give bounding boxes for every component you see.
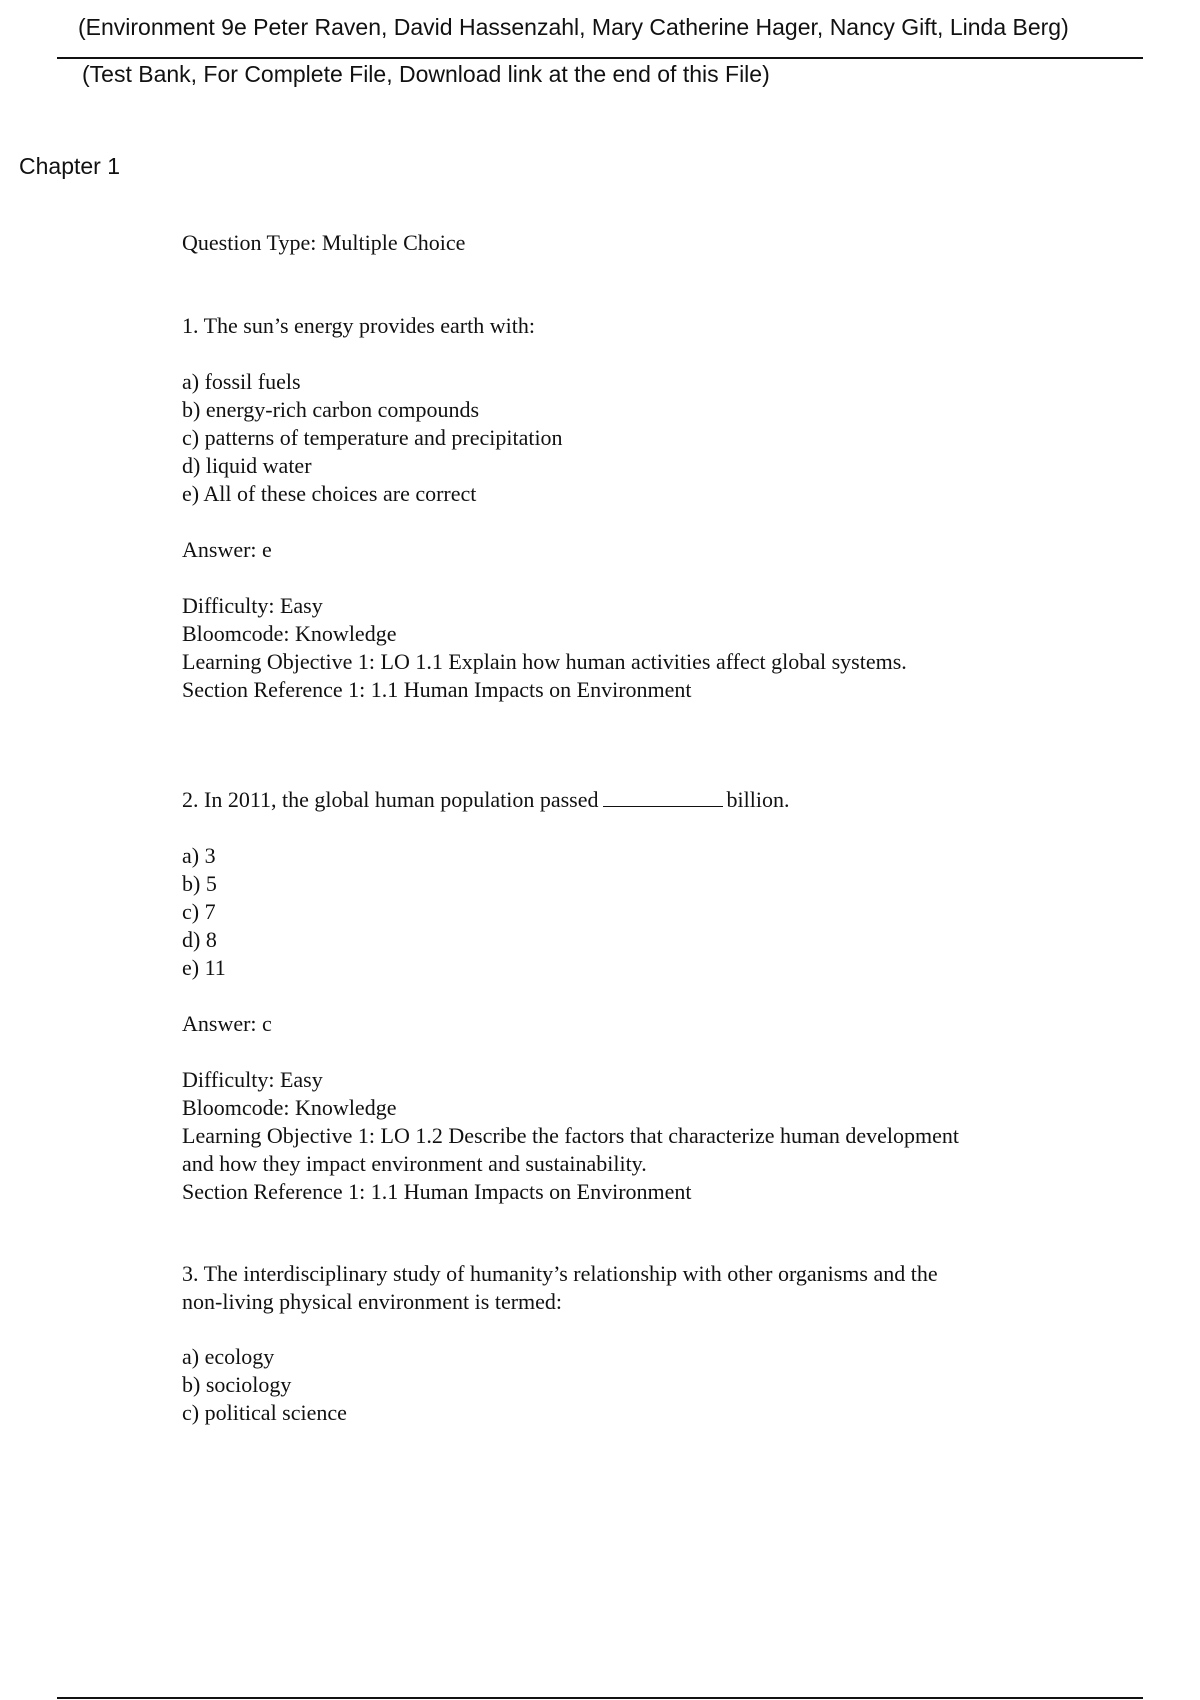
- question-stem: [182, 786, 1082, 814]
- option: c) political science: [182, 1400, 347, 1425]
- question-stem-start: 2. In 2011, the global human population passed: [182, 787, 599, 812]
- header-download-note: (Test Bank, For Complete File, Download link at the end of this File): [82, 61, 770, 87]
- option: b) energy-rich carbon compounds: [182, 397, 480, 422]
- option: a) ecology: [182, 1344, 275, 1369]
- question-stem: 1. The sun’s energy provides earth with:: [182, 313, 535, 338]
- difficulty: Difficulty: Easy: [182, 593, 323, 618]
- difficulty: Difficulty: Easy: [182, 1067, 323, 1092]
- question-3: [182, 1260, 1082, 1316]
- question-1-answer: Answer: e: [182, 537, 272, 562]
- learning-objective: Learning Objective 1: LO 1.1 Explain how human activities affect global systems.: [182, 649, 907, 674]
- option: d) 8: [182, 927, 217, 952]
- question-2-answer: Answer: c: [182, 1011, 272, 1036]
- option: e) All of these choices are correct: [182, 481, 477, 506]
- bloomcode: Bloomcode: Knowledge: [182, 621, 397, 646]
- question-2: [182, 786, 1082, 814]
- option: a) 3: [182, 843, 216, 868]
- question-stem-end: billion.: [726, 787, 790, 812]
- option: e) 11: [182, 955, 226, 980]
- question-type: Question Type: Multiple Choice: [182, 230, 466, 255]
- learning-objective-continued: and how they impact environment and sustainability.: [182, 1151, 647, 1176]
- fill-in-blank: [603, 786, 723, 807]
- question-1: [182, 312, 1082, 340]
- option: b) 5: [182, 871, 217, 896]
- question-1-options: [182, 368, 1082, 508]
- bloomcode: Bloomcode: Knowledge: [182, 1095, 397, 1120]
- question-stem-continued: non-living physical environment is termed:: [182, 1289, 563, 1314]
- question-1-metadata: [182, 592, 1082, 704]
- learning-objective: Learning Objective 1: LO 1.2 Describe the factors that characterize human development: [182, 1123, 960, 1148]
- chapter-heading: Chapter 1: [19, 153, 121, 179]
- question-2-options: [182, 842, 1082, 982]
- option: d) liquid water: [182, 453, 312, 478]
- option: a) fossil fuels: [182, 369, 301, 394]
- question-3-options: [182, 1343, 1082, 1427]
- footer-divider: [57, 1697, 1143, 1699]
- header-authors: (Environment 9e Peter Raven, David Hassenzahl, Mary Catherine Hager, Nancy Gift, Linda Berg): [78, 14, 1069, 40]
- option: c) 7: [182, 899, 216, 924]
- option: b) sociology: [182, 1372, 292, 1397]
- question-2-metadata: [182, 1066, 1082, 1206]
- section-reference: Section Reference 1: 1.1 Human Impacts on Environment: [182, 677, 692, 702]
- option: c) patterns of temperature and precipitation: [182, 425, 563, 450]
- question-stem: 3. The interdisciplinary study of humanity’s relationship with other organisms and the: [182, 1261, 938, 1286]
- section-reference: Section Reference 1: 1.1 Human Impacts on Environment: [182, 1179, 692, 1204]
